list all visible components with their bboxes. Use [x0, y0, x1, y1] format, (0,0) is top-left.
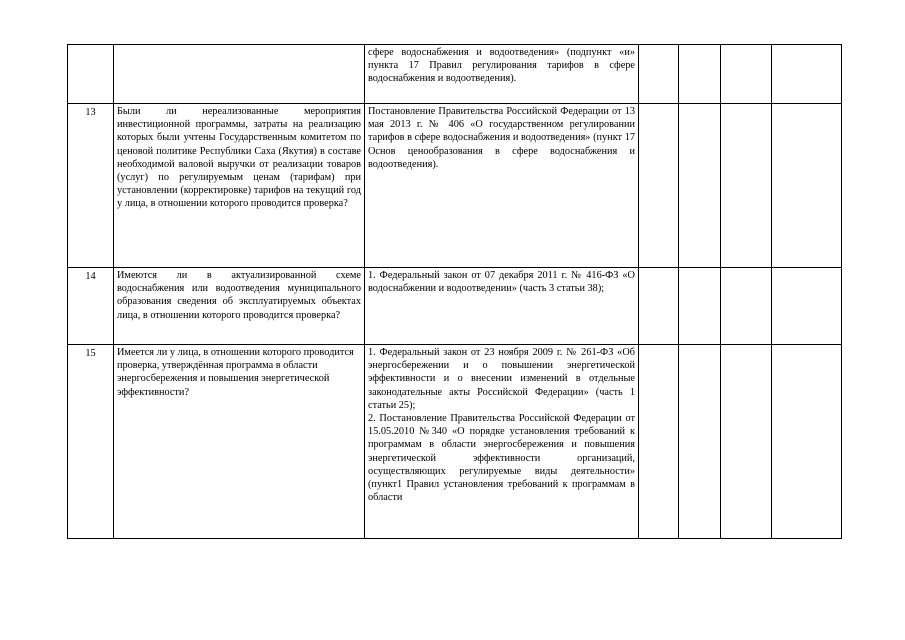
answer-yes-cell[interactable] — [639, 104, 679, 268]
answer-no-cell[interactable] — [679, 45, 721, 104]
note-cell[interactable] — [772, 104, 842, 268]
answer-no-cell[interactable] — [679, 104, 721, 268]
legal-reference — [365, 104, 639, 268]
note-cell[interactable] — [772, 268, 842, 345]
legal-reference — [365, 345, 639, 539]
answer-na-cell[interactable] — [721, 104, 772, 268]
legal-reference — [365, 45, 639, 104]
legal-reference-paragraph: 2. Постановление Правительства Российской Федерации от 15.05.2010 №340 «О порядке установления требований к программам в области энергосбережения и повышения энергетической эффективности организаций, осуществляющих регулируемые виды деятельности» (пункт1 Правил установления требований к программам в области — [368, 413, 635, 504]
requirement-question-text: Были ли нереализованные мероприятия инвестиционной программы, затраты на реализацию которых были учтены Государственным комитетом по ценовой политике Республики Саха (Якутия) в составе необходимой валовой выручки от реализации товаров (услуг) по регулируемым ценам (тарифам) при установлении (корректировке) тарифов на текущий год у лица, в отношении которого проводится проверка? — [117, 106, 361, 210]
row-number: 15 — [68, 345, 114, 539]
answer-no-cell[interactable] — [679, 268, 721, 345]
note-cell[interactable] — [772, 345, 842, 539]
answer-yes-cell[interactable] — [639, 45, 679, 104]
answer-no-cell[interactable] — [679, 345, 721, 539]
checklist-table — [67, 44, 842, 539]
requirement-question — [114, 45, 365, 104]
checklist-sheet — [67, 44, 842, 539]
requirement-question — [114, 268, 365, 345]
table-row — [68, 268, 842, 345]
answer-yes-cell[interactable] — [639, 268, 679, 345]
requirement-question — [114, 104, 365, 268]
legal-reference-paragraph: 1. Федеральный закон от 23 ноября 2009 г. № 261-ФЗ «Об энергосбережении и о повышении энергетической эффективности и о внесении изменений в отдельные законодательные акты Российской Федерации» (часть 1 статьи 25); — [368, 347, 635, 411]
table-row — [68, 104, 842, 268]
answer-na-cell[interactable] — [721, 345, 772, 539]
note-cell[interactable] — [772, 45, 842, 104]
requirement-question-text: Имеется ли у лица, в отношении которого проводится проверка, утверждённая программа в области энергосбережения и повышения энергетической эффективности? — [117, 347, 354, 398]
legal-reference — [365, 268, 639, 345]
row-number: 13 — [68, 104, 114, 268]
table-row — [68, 345, 842, 539]
legal-reference-paragraph: 1. Федеральный закон от 07 декабря 2011 г. № 416-ФЗ «О водоснабжении и водоотведении» (часть 3 статьи 38); — [368, 270, 635, 295]
requirement-question-text: Имеются ли в актуализированной схеме водоснабжения или водоотведения муниципального образования сведения об эксплуатируемых объектах лица, в отношении которого проводится проверка? — [117, 270, 361, 321]
legal-reference-paragraph: Постановление Правительства Российской Федерации от 13 мая 2013 г. № 406 «О государственном регулировании тарифов в сфере водоснабжения и водоотведения» (пункт 17 Основ ценообразования в сфере водоснабжения и водоотведения). — [368, 106, 635, 170]
table-row — [68, 45, 842, 104]
answer-na-cell[interactable] — [721, 45, 772, 104]
row-number — [68, 45, 114, 104]
answer-na-cell[interactable] — [721, 268, 772, 345]
answer-yes-cell[interactable] — [639, 345, 679, 539]
row-number: 14 — [68, 268, 114, 345]
requirement-question — [114, 345, 365, 539]
legal-reference-clip — [368, 346, 635, 537]
legal-reference-paragraph: сфере водоснабжения и водоотведения» (подпункт «и» пункта 17 Правил регулирования тарифов в сфере водоснабжения и водоотведения). — [368, 47, 635, 85]
